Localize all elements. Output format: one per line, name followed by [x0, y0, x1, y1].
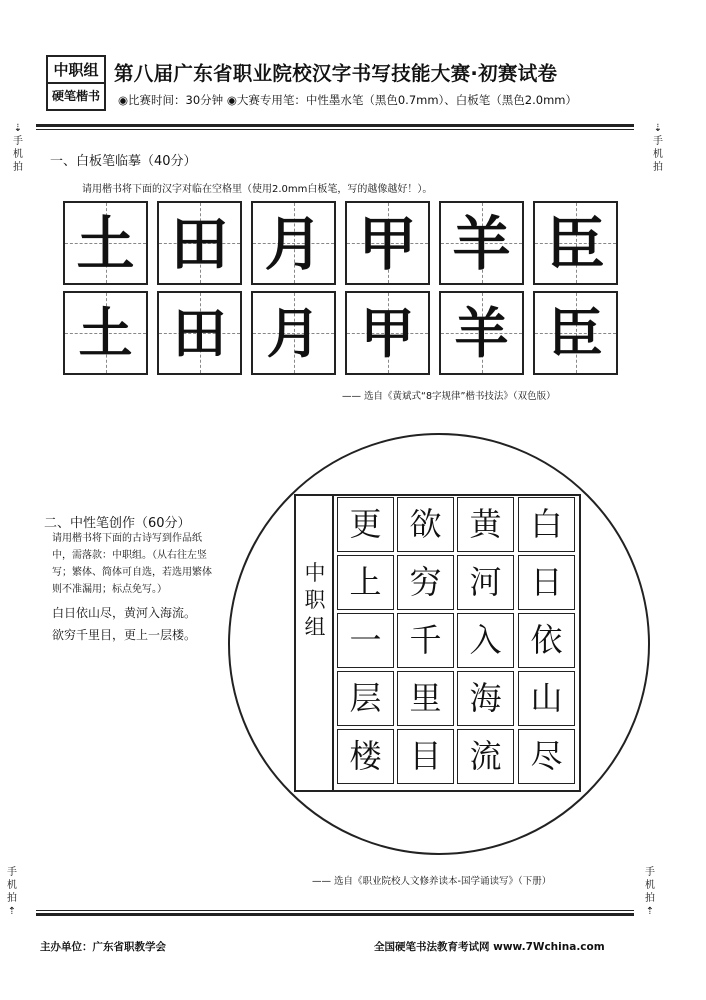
page-subtitle: ◉比赛时间：30分钟 ◉大赛专用笔：中性墨水笔（黑色0.7mm）、白板笔（黑色2.0mm） [118, 93, 577, 107]
tian-cell [439, 201, 524, 285]
grid-char: 层 [337, 671, 394, 726]
badge-style: 硬笔楷书 [51, 89, 100, 103]
side-char: 手 [7, 867, 17, 878]
model-char: 月 [266, 302, 321, 365]
poem-line-1: 白日依山尽，黄河入海流。 [52, 606, 197, 620]
grid-char: 白 [518, 497, 575, 552]
grid-char: 欲 [397, 497, 454, 552]
model-char: 土 [78, 302, 133, 365]
grid-char: 入 [457, 613, 514, 668]
side-char: 手 [13, 136, 23, 147]
side-char: ⇣ [653, 123, 663, 134]
section1-instruction: 请用楷书将下面的汉字对临在空格里（使用2.0mm白板笔，写的越像越好！）。 [82, 184, 433, 195]
signature-text [296, 560, 334, 641]
section1-heading: 一、白板笔临摹（40分） [50, 154, 197, 169]
side-char: 拍 [13, 162, 23, 173]
grid-char: 流 [457, 729, 514, 784]
badge-group: 中职组 [48, 57, 104, 84]
side-char: 拍 [7, 893, 17, 904]
section1-source: —— 选自《黄斌式“8字规律”楷书技法》（双色版） [342, 391, 556, 402]
side-char: 手 [645, 867, 655, 878]
side-label-bottom-left [4, 866, 20, 918]
signature-column [296, 496, 334, 790]
grid-char: 黄 [457, 497, 514, 552]
grid-char: 千 [397, 613, 454, 668]
signature-chars: 中职组 [304, 561, 326, 639]
section2-instruction: 请用楷书将下面的古诗写到作品纸中，需落款：中职组。（从右往左竖写；繁体、简体可自选，若选用繁体则不准漏用；标点免写。） [52, 533, 212, 595]
tian-cell [251, 291, 336, 375]
tian-cell [439, 291, 524, 375]
side-char: 手 [653, 136, 663, 147]
model-char: 臣 [546, 210, 605, 278]
model-char: 月 [264, 210, 323, 278]
side-char: ⇡ [645, 906, 655, 917]
side-char: 机 [653, 149, 663, 160]
tian-cell [345, 291, 430, 375]
grid-char: 更 [337, 497, 394, 552]
tian-cell [345, 201, 430, 285]
grid-char: 日 [518, 555, 575, 610]
tian-cell [157, 201, 242, 285]
side-char: 机 [7, 880, 17, 891]
side-char: ⇡ [7, 906, 17, 917]
tian-cell [251, 201, 336, 285]
grid-char: 一 [337, 613, 394, 668]
tian-cell [533, 291, 618, 375]
model-char: 甲 [358, 210, 417, 278]
section2-source: —— 选自《职业院校人文修养读本-国学诵读写》（下册） [312, 876, 552, 887]
model-char: 田 [170, 210, 229, 278]
header-rule-thick [36, 124, 634, 127]
grid-char: 河 [457, 555, 514, 610]
footer-rule-thin [36, 910, 634, 911]
tian-cell [63, 291, 148, 375]
side-char: ⇣ [13, 123, 23, 134]
header-rule-thin [36, 129, 634, 130]
grid-char: 山 [518, 671, 575, 726]
grid-char: 海 [457, 671, 514, 726]
grid-char: 依 [518, 613, 575, 668]
grid-char: 目 [397, 729, 454, 784]
poem-line-2: 欲穷千里目，更上一层楼。 [52, 628, 197, 642]
grid-char: 尽 [518, 729, 575, 784]
grid-char: 穷 [397, 555, 454, 610]
organizer-text: 主办单位：广东省职教学会 [40, 941, 166, 953]
footer-rule-thick [36, 913, 634, 916]
section2-heading: 二、中性笔创作（60分） [44, 516, 191, 531]
model-char: 羊 [452, 210, 511, 278]
website-text: 全国硬笔书法教育考试网 www.7Wchina.com [374, 941, 605, 953]
tian-cell [533, 201, 618, 285]
model-char: 甲 [360, 302, 415, 365]
side-char: 拍 [653, 162, 663, 173]
side-label-top-left [10, 122, 26, 174]
model-char: 土 [76, 210, 135, 278]
tian-cell [157, 291, 242, 375]
side-char: 机 [13, 149, 23, 160]
side-label-bottom-right [642, 866, 658, 918]
grid-char: 上 [337, 555, 394, 610]
side-char: 机 [645, 880, 655, 891]
model-char: 臣 [548, 302, 603, 365]
model-char: 羊 [454, 302, 509, 365]
side-char: 拍 [645, 893, 655, 904]
model-char: 田 [172, 302, 227, 365]
grid-char: 里 [397, 671, 454, 726]
page-title: 第八届广东省职业院校汉字书写技能大赛·初赛试卷 [114, 62, 558, 85]
grid-char: 楼 [337, 729, 394, 784]
group-badge [46, 55, 106, 111]
side-label-top-right [650, 122, 666, 174]
tian-cell [63, 201, 148, 285]
